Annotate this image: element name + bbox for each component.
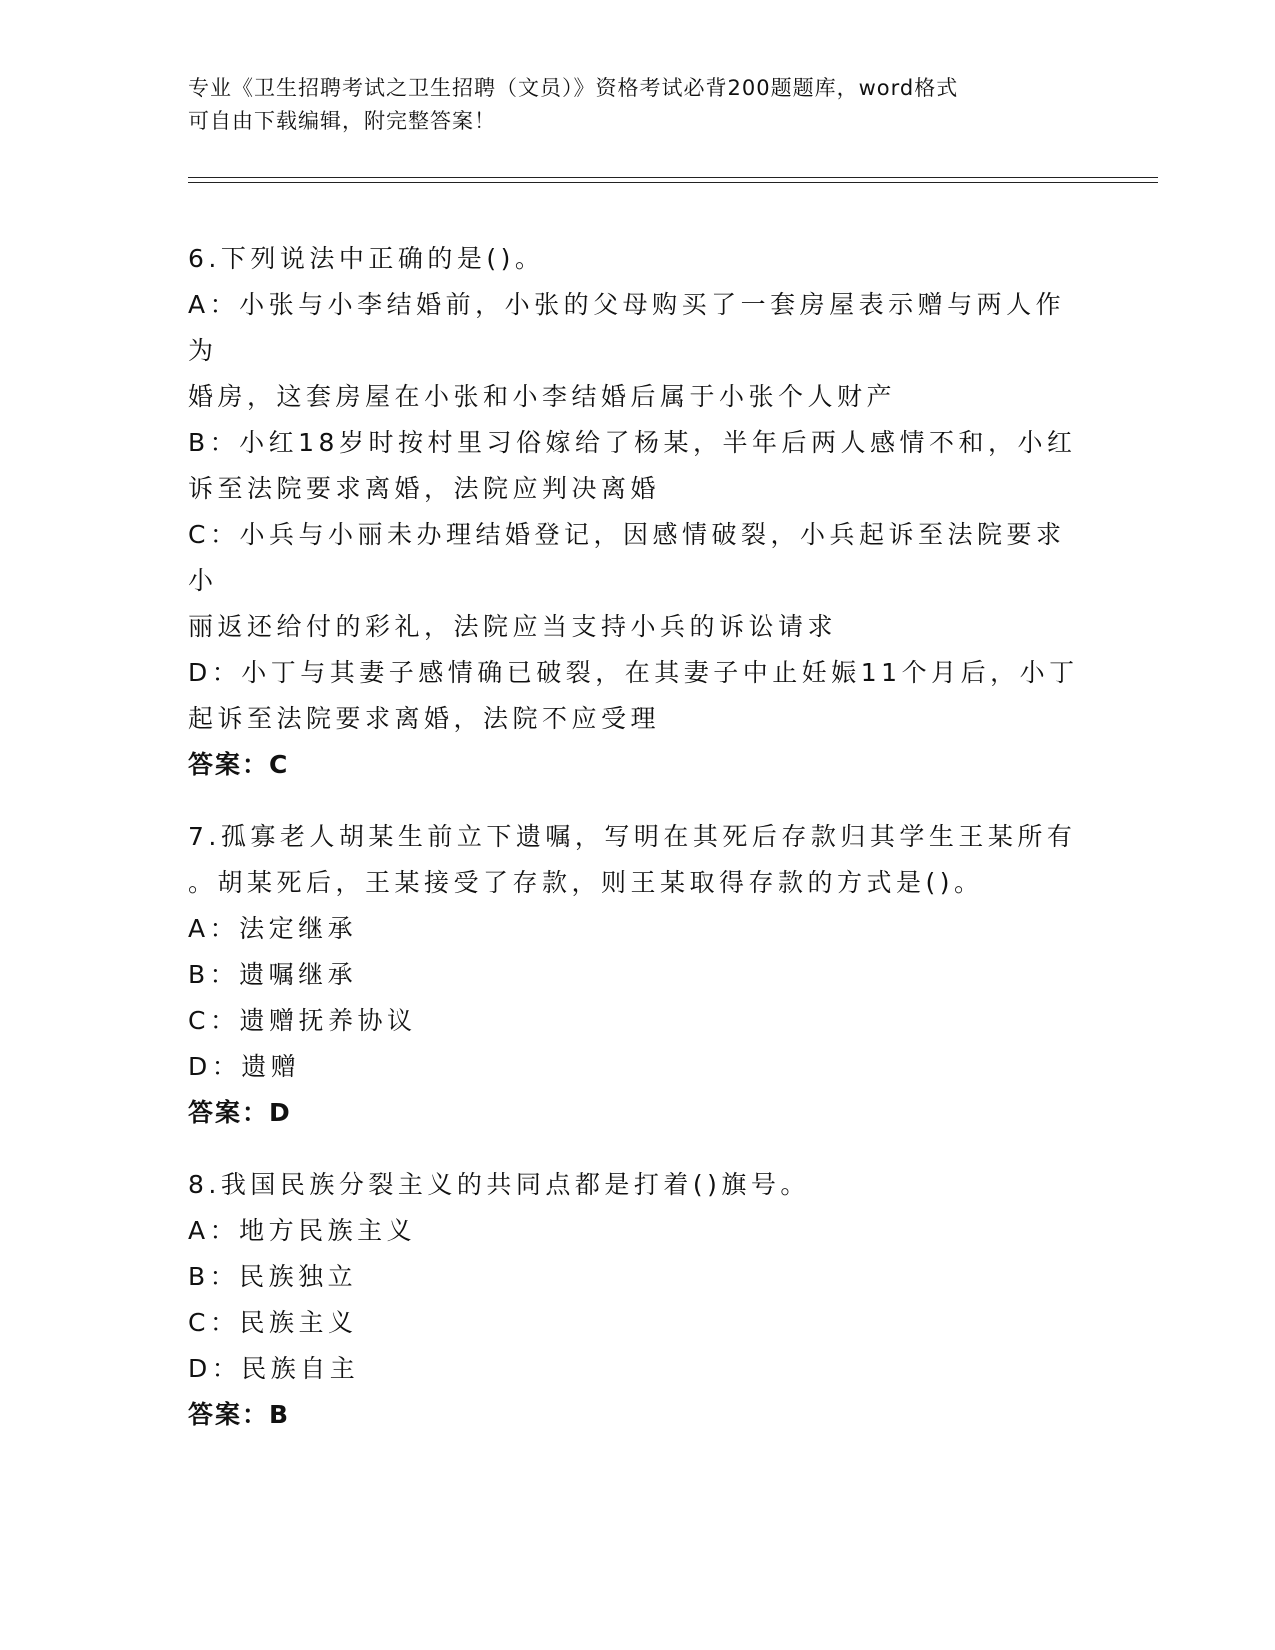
header-divider-top xyxy=(188,177,1158,178)
option-line: C：小兵与小丽未办理结婚登记，因感情破裂，小兵起诉至法院要求小 xyxy=(188,520,1066,595)
option-b xyxy=(188,420,1088,512)
option-c xyxy=(188,512,1088,650)
option-line: 诉至法院要求离婚，法院应判决离婚 xyxy=(188,474,661,503)
header-divider-bottom xyxy=(188,182,1158,183)
option-line: B：小红18岁时按村里习俗嫁给了杨某，半年后两人感情不和，小红 xyxy=(188,428,1077,457)
question-7 xyxy=(188,814,1088,1136)
question-8 xyxy=(188,1162,1088,1438)
option-a: A：地方民族主义 xyxy=(188,1216,417,1245)
header-line-2: 可自由下载编辑，附完整答案！ xyxy=(188,109,496,133)
answer-label: 答案：B xyxy=(188,1400,291,1429)
question-list xyxy=(188,236,1088,1464)
option-line: D：小丁与其妻子感情确已破裂，在其妻子中止妊娠11个月后，小丁 xyxy=(188,658,1079,687)
option-d xyxy=(188,650,1088,742)
option-line: A：小张与小李结婚前，小张的父母购买了一套房屋表示赠与两人作为 xyxy=(188,290,1066,365)
option-b: B：遗嘱继承 xyxy=(188,960,358,989)
option-a xyxy=(188,282,1088,420)
answer-label: 答案：C xyxy=(188,750,290,779)
option-line: 婚房，这套房屋在小张和小李结婚后属于小张个人财产 xyxy=(188,382,897,411)
answer-label: 答案：D xyxy=(188,1098,292,1127)
option-c: C：遗赠抚养协议 xyxy=(188,1006,417,1035)
question-stem: 6.下列说法中正确的是()。 xyxy=(188,244,545,273)
option-a: A：法定继承 xyxy=(188,914,358,943)
question-stem: 8.我国民族分裂主义的共同点都是打着()旗号。 xyxy=(188,1170,810,1199)
option-b: B：民族独立 xyxy=(188,1262,358,1291)
option-d: D：遗赠 xyxy=(188,1052,301,1081)
question-stem: 。胡某死后，王某接受了存款，则王某取得存款的方式是()。 xyxy=(188,868,984,897)
option-d: D：民族自主 xyxy=(188,1354,360,1383)
option-line: 起诉至法院要求离婚，法院不应受理 xyxy=(188,704,661,733)
header-line-1: 专业《卫生招聘考试之卫生招聘（文员）》资格考试必背200题题库，word格式 xyxy=(188,76,959,100)
question-stem: 7.孤寡老人胡某生前立下遗嘱，写明在其死后存款归其学生王某所有 xyxy=(188,822,1077,851)
document-header xyxy=(188,72,1088,138)
question-6 xyxy=(188,236,1088,788)
option-line: 丽返还给付的彩礼，法院应当支持小兵的诉讼请求 xyxy=(188,612,838,641)
option-c: C：民族主义 xyxy=(188,1308,358,1337)
